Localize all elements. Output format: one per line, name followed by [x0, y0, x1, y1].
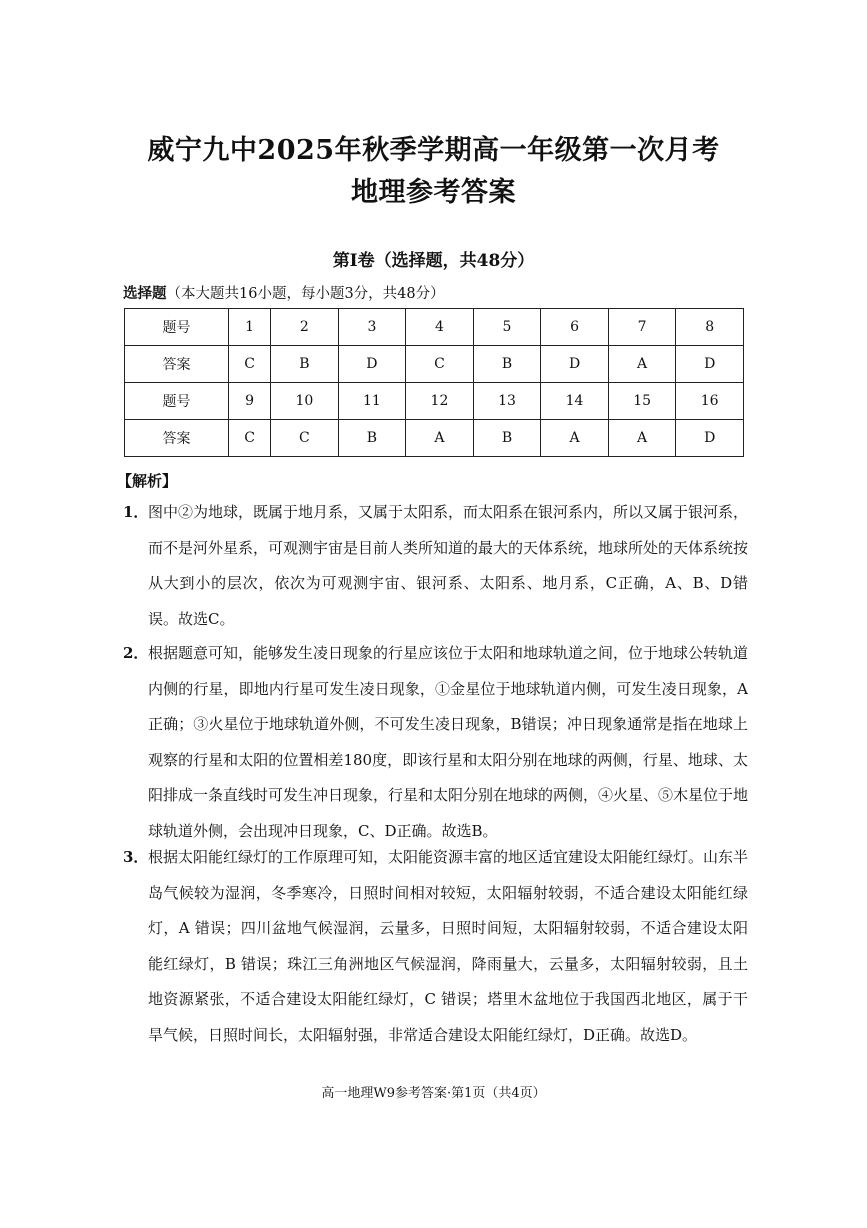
table-cell: 2 — [271, 309, 339, 346]
table-cell: 8 — [676, 309, 744, 346]
table-cell: 10 — [271, 383, 339, 420]
table-cell: 6 — [541, 309, 609, 346]
document-subtitle: 地理参考答案 — [351, 177, 516, 208]
table-cell: B — [338, 420, 406, 457]
table-cell: C — [229, 346, 271, 383]
table-cell: B — [271, 346, 339, 383]
table-cell: 7 — [608, 309, 676, 346]
table-cell: B — [473, 346, 541, 383]
analysis-item — [123, 636, 748, 849]
table-cell: 14 — [541, 383, 609, 420]
table-cell: 16 — [676, 383, 744, 420]
table-cell: B — [473, 420, 541, 457]
table-cell: D — [676, 346, 744, 383]
analysis-item — [123, 840, 748, 1053]
table-cell: C — [406, 346, 474, 383]
table-row — [125, 383, 744, 420]
choice-intro — [123, 282, 445, 303]
table-row — [125, 309, 744, 346]
choice-intro-label: 选择题 — [123, 285, 167, 302]
table-cell: 15 — [608, 383, 676, 420]
item-text: 根据题意可知，能够发生凌日现象的行星应该位于太阳和地球轨道之间，位于地球公转轨道内侧的行星，即地内行星可发生凌日现象，①金星位于地球轨道内侧，可发生凌日现象，A正确；③火星位于地球轨道外侧，不可发生凌日现象，B错误；冲日现象通常是指在地球上观察的行星和太阳的位置相差180度，即该行星和太阳分别在地球的两侧，行星、地球、太阳排成一条直线时可发生冲日现象，行星和太阳分别在地球的两侧，④火星、⑤木星位于地球轨道外侧，会出现冲日现象，C、D正确。故选B。 — [148, 644, 749, 840]
item-number: 3． — [123, 848, 149, 866]
item-number: 1． — [123, 503, 149, 521]
table-cell: 3 — [338, 309, 406, 346]
document-title: 威宁九中2025年秋季学期高一年级第一次月考 — [147, 135, 720, 166]
table-cell: 5 — [473, 309, 541, 346]
table-cell: 1 — [229, 309, 271, 346]
table-cell: 12 — [406, 383, 474, 420]
analysis-heading: 【解析】 — [117, 472, 178, 490]
item-text: 图中②为地球，既属于地月系，又属于太阳系，而太阳系在银河系内，所以又属于银河系，而不是河外星系，可观测宇宙是目前人类所知道的最大的天体系统，地球所处的天体系统按从大到小的层次，依次为可观测宇宙、银河系、太阳系、地月系，C正确，A、B、D错误。故选C。 — [148, 503, 749, 628]
table-cell: A — [608, 420, 676, 457]
table-cell: D — [676, 420, 744, 457]
table-cell: D — [541, 346, 609, 383]
table-cell: 答案 — [125, 420, 229, 457]
table-cell: 答案 — [125, 346, 229, 383]
table-cell: A — [608, 346, 676, 383]
table-cell: 题号 — [125, 309, 229, 346]
table-cell: D — [338, 346, 406, 383]
item-text: 根据太阳能红绿灯的工作原理可知，太阳能资源丰富的地区适宜建设太阳能红绿灯。山东半岛气候较为湿润，冬季寒冷，日照时间相对较短，太阳辐射较弱，不适合建设太阳能红绿灯，A 错误；四川盆地气候湿润，云量多，日照时间短，太阳辐射较弱，不适合建设太阳能红绿灯，B 错误；珠江三角洲地区气候湿润，降雨量大，云量多，太阳辐射较弱，且土地资源紧张，不适合建设太阳能红绿灯，C 错误；塔里木盆地位于我国西北地区，属于干旱气候，日照时间长，太阳辐射强，非常适合建设太阳能红绿灯，D正确。故选D。 — [148, 848, 749, 1044]
page-footer: 高一地理W9参考答案·第1页（共4页） — [321, 1086, 546, 1101]
table-row — [125, 420, 744, 457]
table-cell: C — [229, 420, 271, 457]
table-cell: 题号 — [125, 383, 229, 420]
table-cell: 9 — [229, 383, 271, 420]
choice-intro-text: （本大题共16小题，每小题3分，共48分） — [166, 286, 445, 302]
analysis-item — [123, 495, 748, 637]
section-heading: 第Ⅰ卷（选择题，共48分） — [332, 251, 535, 271]
table-row — [125, 346, 744, 383]
table-cell: A — [406, 420, 474, 457]
item-number: 2． — [123, 644, 149, 662]
table-cell: 11 — [338, 383, 406, 420]
table-cell: A — [541, 420, 609, 457]
table-cell: 4 — [406, 309, 474, 346]
answer-table — [124, 308, 744, 457]
table-cell: C — [271, 420, 339, 457]
table-cell: 13 — [473, 383, 541, 420]
